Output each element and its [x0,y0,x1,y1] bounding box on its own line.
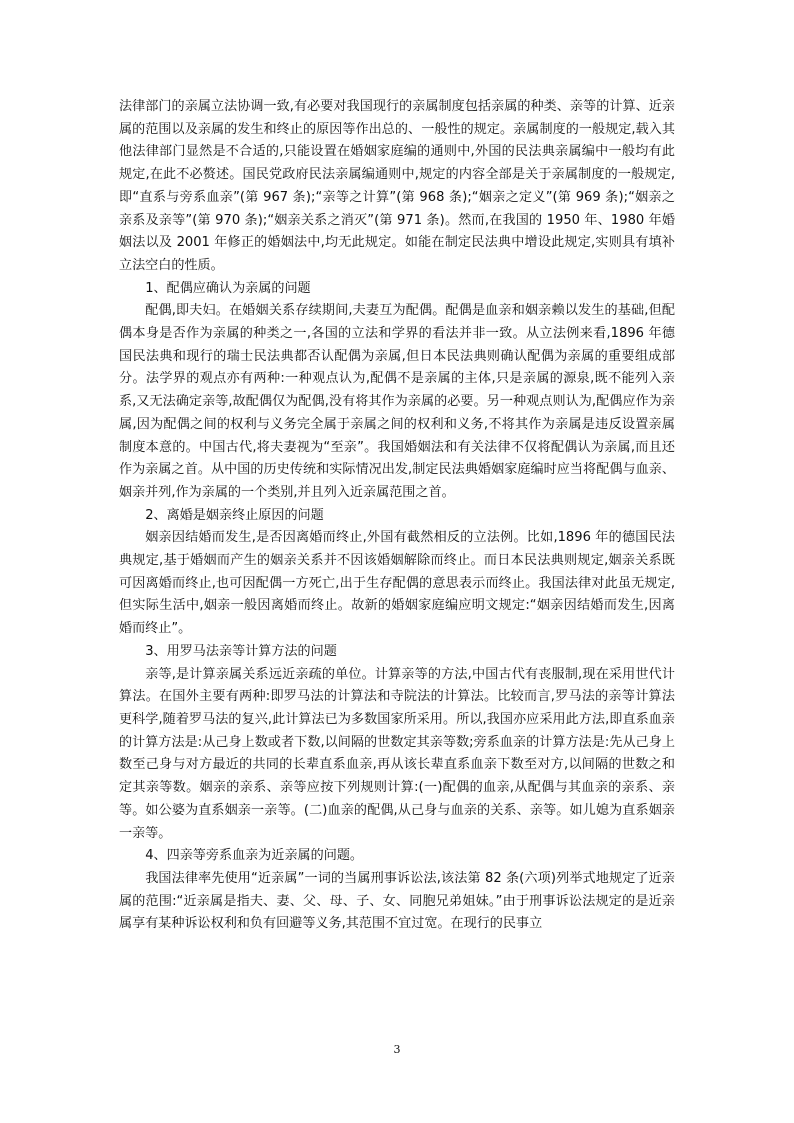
section-heading-1: 1、配偶应确认为亲属的问题 [145,280,311,296]
section-heading-2: 2、离婚是姻亲终止原因的问题 [145,507,324,523]
paragraph: 亲等,是计算亲属关系远近亲疏的单位。计算亲等的方法,中国古代有丧服制,现在采用世代计算法。在国外主要有两种:即罗马法的计算法和寺院法的计算法。比较而言,罗马法的亲等计算法更科学,随着罗马法的复兴,此计算法已为多数国家所采用。所以,我国亦应采用此方法,即直系血亲的计算方法是:从己身上数或者下数,以间隔的世数定其亲等数;旁系血亲的计算方法是:先从己身上数至己身与对方最近的共同的长辈直系血亲,再从该长辈直系血亲下数至对方,以间隔的世数之和定其亲等数。姻亲的亲系、亲等应按下列规则计算:(一)配偶的血亲,从配偶与其血亲的亲系、亲等。如公婆为直系姻亲一亲等。(二)血亲的配偶,从己身与血亲的关系、亲等。如儿媳为直系姻亲一亲等。 [119,666,675,841]
paragraph-continuation: 法律部门的亲属立法协调一致,有必要对我国现行的亲属制度包括亲属的种类、亲等的计算、近亲属的范围以及亲属的发生和终止的原因等作出总的、一般性的规定。亲属制度的一般规定,载入其他法律部门显然是不合适的,只能设置在婚姻家庭编的通则中,外国的民法典亲属编中一般均有此规定,在此不必赘述。国民党政府民法亲属编通则中,规定的内容全部是关于亲属制度的一般规定,即“直系与旁系血亲”(第 967 条);“亲等之计算”(第 968 条);“姻亲之定义”(第 969 条);“姻亲之亲系及亲等”(第 970 条);“姻亲关系之消灭”(第 971 条)。然而,在我国的 1950 年、1980 年婚姻法以及 2001 年修正的婚姻法中,均无此规定。如能在制定民法典中增设此规定,实则具有填补立法空白的性质。 [119,99,675,273]
page-number: 3 [393,1043,401,1056]
paragraph: 配偶,即夫妇。在婚姻关系存续期间,夫妻互为配偶。配偶是血亲和姻亲赖以发生的基础,但配偶本身是否作为亲属的种类之一,各国的立法和学界的看法并非一致。从立法例来看,1896 年德国民法典和现行的瑞士民法典都否认配偶为亲属,但日本民法典则确认配偶为亲属的重要组成部分。法学界的观点亦有两种:一种观点认为,配偶不是亲属的主体,只是亲属的源泉,既不能列入亲系,又无法确定亲等,故配偶仅为配偶,没有将其作为亲属的必要。另一种观点则认为,配偶应作为亲属,因为配偶之间的权利与义务完全属于亲属之间的权利和义务,不将其作为亲属是违反设置亲属制度本意的。中国古代,将夫妻视为“至亲”。我国婚姻法和有关法律不仅将配偶认为亲属,而且还作为亲属之首。从中国的历史传统和实际情况出发,制定民法典婚姻家庭编时应当将配偶与血亲、姻亲并列,作为亲属的一个类别,并且列入近亲属范围之首。 [119,303,675,500]
section-heading-4: 4、四亲等旁系血亲为近亲属的问题。 [145,848,364,864]
body-text [119,96,675,936]
section-heading-3: 3、用罗马法亲等计算方法的问题 [145,643,337,659]
paragraph: 我国法律率先使用“近亲属”一词的当属刑事诉讼法,该法第 82 条(六项)列举式地规定了近亲属的范围:“近亲属是指夫、妻、父、母、子、女、同胞兄弟姐妹。”由于刑事诉讼法规定的是近亲属享有某种诉讼权利和负有回避等义务,其范围不宜过宽。在现行的民事立 [119,870,675,932]
paragraph: 姻亲因结婚而发生,是否因离婚而终止,外国有截然相反的立法例。比如,1896 年的德国民法典规定,基于婚姻而产生的姻亲关系并不因该婚姻解除而终止。而日本民法典则规定,姻亲关系既可因离婚而终止,也可因配偶一方死亡,出于生存配偶的意思表示而终止。我国法律对此虽无规定,但实际生活中,姻亲一般因离婚而终止。故新的婚姻家庭编应明文规定:“姻亲因结婚而发生,因离婚而终止”。 [119,530,675,637]
